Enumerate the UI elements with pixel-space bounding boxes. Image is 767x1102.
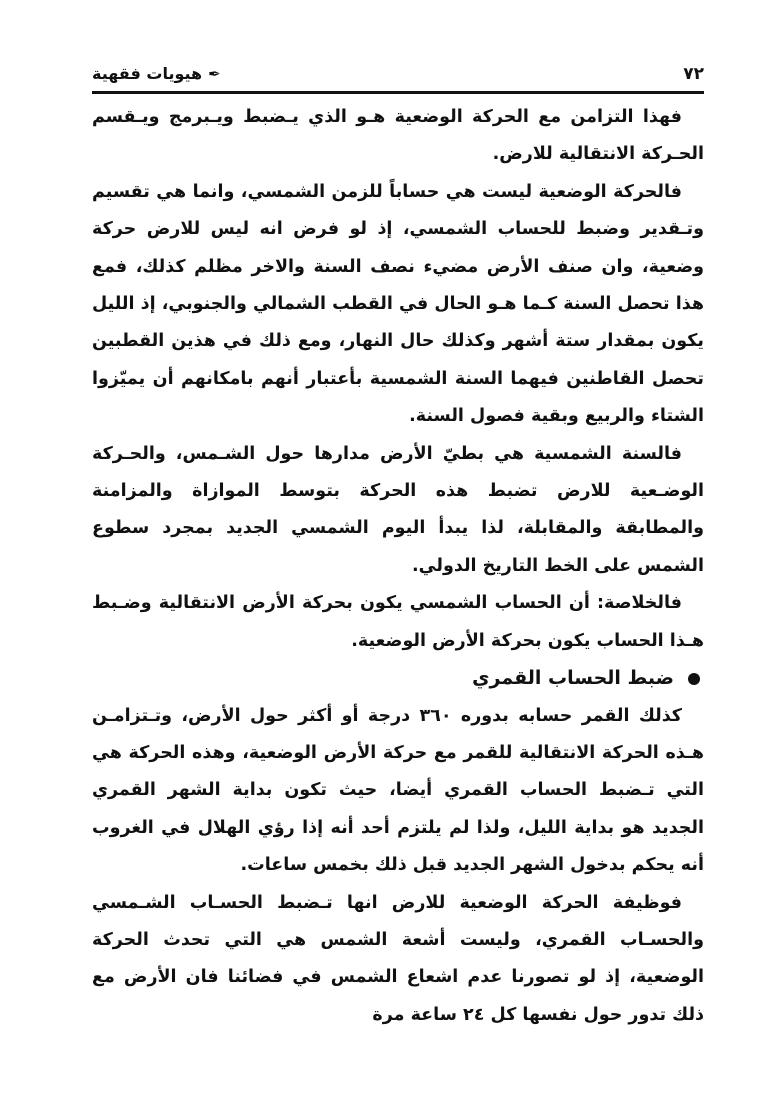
paragraph-3-text: فالسنة الشمسية هي بطيّ الأرض مدارها حول الشـمس، والحـركة الوضـعية للارض تضبط هذه الحركة بتوسط الموازاة والمزامنة والمطابقة والمقابلة، لذا يبدأ اليوم الشمسي الجديد بمجرد سطوع الشمس على الخط التاريخ الدولي. [92,443,704,576]
paragraph-5-text: كذلك القمر حسابه بدوره ٣٦٠ درجة أو أكثر حول الأرض، وتـتزامـن هـذه الحركة الانتقالية للقمر مع حركة الأرض الوضعية، وهذه الحركة هي التي تـضبط الحساب القمري أيضا، حيث تكون بداية الشهر القمري الجديد هو بداية الليل، ولذا لم يلتزم أحد أنه إذا رؤي الهلال في الغروب أنه يحكم بدخول الشهر الجديد قبل ذلك بخمس ساعات. [92,705,704,876]
paragraph-1 [92,99,704,174]
paragraph-1-text: فهذا التزامن مع الحركة الوضعية هـو الذي يـضبط ويـبرمج ويـقسم الحـركة الانتقالية للارض. [92,107,704,165]
page-header [92,60,704,90]
bullet-icon [688,673,700,685]
paragraph-4-text: أن الحساب الشمسي يكون بحركة الأرض الانتقالية وضـبط هـذا الحساب يكون بحركة الأرض الوضعية. [92,593,704,651]
body-text [92,99,704,1034]
section-heading-text: ضبط الحساب القمري [472,667,674,690]
page-number: ٧٢ [683,64,704,84]
pen-icon: ✒ [208,65,221,83]
running-title-text: هيويات فقهية [92,64,203,83]
paragraph-6 [92,885,704,1035]
header-rule [92,91,704,94]
paragraph-5 [92,698,704,885]
paragraph-2 [92,174,704,436]
running-title [92,64,221,83]
paragraph-6-text: فوظيفة الحركة الوضعية للارض انها تـضبط الحسـاب الشـمسي والحسـاب القمري، وليست أشعة الشمس هي التي تحدث الحركة الوضعية، إذ لو تصورنا عدم اشعاع الشمس في فضائنا فان الأرض مع ذلك تدور حول نفسها كل ٢٤ ساعة مرة [92,892,704,1025]
section-heading [92,660,704,697]
paragraph-3 [92,436,704,586]
summary-label: فالخلاصة: [596,593,682,614]
paragraph-4 [92,585,704,660]
paragraph-2-text: فالحركة الوضعية ليست هي حساباً للزمن الشمسي، وانما هي تقسيم وتـقدير وضبط للحساب الشمسي، إذ لو فرض انه ليس للارض حركة وضعية، وان صنف الأرض مضيء نصف السنة والاخر مظلم كذلك، فمع هذا تحصل السنة كـما هـو الحال في القطب الشمالي والجنوبي، إذ الليل يكون بمقدار ستة أشهر وكذلك حال النهار، ومع ذلك في هذين القطبين تحصل القاطنين فيهما السنة الشمسية بأعتبار أنهم بامكانهم أن يميّزوا الشتاء والربيع وبقية فصول السنة. [92,181,704,427]
